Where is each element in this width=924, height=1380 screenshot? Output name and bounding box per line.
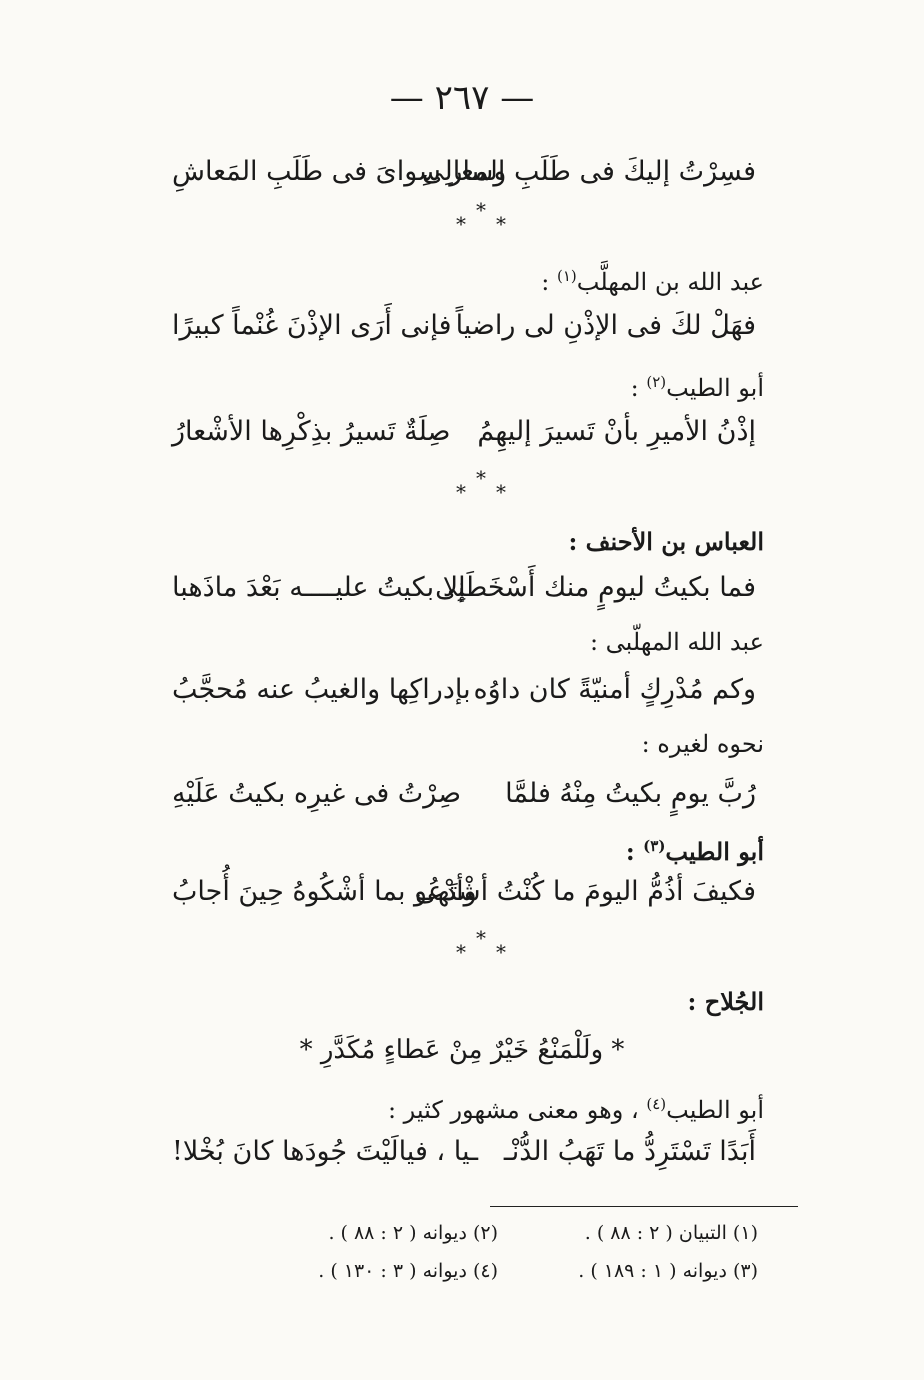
verse-second-hemistich: بإدراكِها والغيبُ عنه مُحجَّبُ — [172, 674, 471, 705]
verse-first-hemistich: فهَلْ لكَ فى الإذْنِ لى راضياً — [455, 310, 756, 341]
verse-first-hemistich: وكم مُدْرِكٍ أمنيّةً كان داوُه — [473, 674, 756, 705]
verse-first-hemistich: رُبَّ يومٍ بكيتُ مِنْهُ فلمَّا — [505, 778, 756, 809]
poet-name — [626, 828, 764, 870]
footnote: (٣) ديوانه ( ١ : ١٨٩ ) . — [578, 1260, 758, 1282]
poet-name: عبد الله المهلّبى : — [589, 628, 764, 656]
footnote-ref: (١) — [557, 267, 577, 285]
verse-second-hemistich: صِرْتُ فى غيرِه بكيتُ عَلَيْهِ — [172, 778, 462, 809]
separator-star: * — [476, 198, 486, 222]
poet-colon: : — [630, 374, 647, 402]
verse-first-hemistich: فسِرْتُ إليكَ فى طَلَبِ المعالِى — [422, 156, 756, 187]
separator-star: * — [456, 480, 466, 504]
verse-first-hemistich: إذْنُ الأميرِ بأنْ تَسيرَ إليهِمُ — [477, 416, 756, 447]
verse-second-hemistich: صِلَةٌ تَسيرُ بذِكْرِها الأشْعارُ — [172, 416, 451, 447]
poet-colon: : — [541, 268, 557, 296]
verse-first-hemistich: فكيفَ أذُمُّ اليومَ ما كُنْتُ أشْتَهى — [414, 876, 756, 907]
poet-colon: : — [625, 837, 644, 866]
section-separator — [452, 928, 512, 964]
poet-name-text: أبو الطيب — [666, 374, 764, 402]
verse-second-hemistich: وأدْعُو بما أشْكُوهُ حِينَ أُجابُ — [172, 876, 477, 907]
footnote: (١) التبيان ( ٢ : ٨٨ ) . — [584, 1222, 758, 1244]
footnote: (٤) ديوانه ( ٣ : ١٣٠ ) . — [318, 1260, 498, 1282]
section-separator — [452, 468, 512, 504]
footnote-divider — [490, 1206, 798, 1207]
poet-comment: ، وهو معنى مشهور كثير : — [387, 1096, 647, 1124]
verse-second-hemistich: وسار سِواىَ فى طَلَبِ المَعاشِ — [172, 156, 507, 187]
footnote-ref: (٤) — [646, 1095, 667, 1113]
footnote-ref: (٢) — [646, 373, 667, 391]
verse-second-hemistich: إلا بكيتُ عليــــه بَعْدَ ماذَهبا — [172, 572, 466, 603]
separator-star: * — [456, 940, 466, 964]
page-number: — ٢٦٧ — — [389, 78, 535, 118]
poet-name: العباس بن الأحنف : — [568, 527, 764, 556]
verse-first-hemistich: أَبَدًا تَسْتَرِدُّ ما تَهَبُ الدُّنْـ — [503, 1136, 756, 1167]
poet-name: نحوه لغيره : — [641, 730, 764, 758]
poet-name-text: أبو الطيب — [666, 1096, 764, 1124]
verse-second-hemistich: ـيا ، فيالَيْتَ جُودَها كانَ بُخْلا! — [172, 1136, 479, 1167]
separator-star: * — [456, 212, 466, 236]
separator-star: * — [496, 940, 506, 964]
separator-star: * — [496, 212, 506, 236]
poet-name: الجُلاح : — [687, 987, 764, 1016]
poet-name — [541, 258, 764, 300]
poet-name — [388, 1086, 764, 1128]
separator-star: * — [496, 480, 506, 504]
section-separator — [452, 200, 512, 236]
separator-star: * — [476, 466, 486, 490]
verse-single-line: * ولَلْمَنْعُ خَيْرٌ مِنْ عَطاءٍ مُكَدَّرِ * — [299, 1035, 625, 1065]
verse-second-hemistich: فإنى أَرَى الإذْنَ غُنْماً كبيرًا — [172, 310, 452, 341]
poet-name-text: عبد الله بن المهلَّب — [576, 268, 764, 296]
footnote: (٢) ديوانه ( ٢ : ٨٨ ) . — [328, 1222, 498, 1244]
verse-first-hemistich: فما بكيتُ ليومٍ منك أَسْخَطَنِى — [435, 572, 756, 603]
poet-name-text: أبو الطيب — [665, 837, 764, 866]
poet-name — [631, 364, 764, 406]
footnote-ref: (٣) — [643, 837, 666, 855]
separator-star: * — [476, 926, 486, 950]
